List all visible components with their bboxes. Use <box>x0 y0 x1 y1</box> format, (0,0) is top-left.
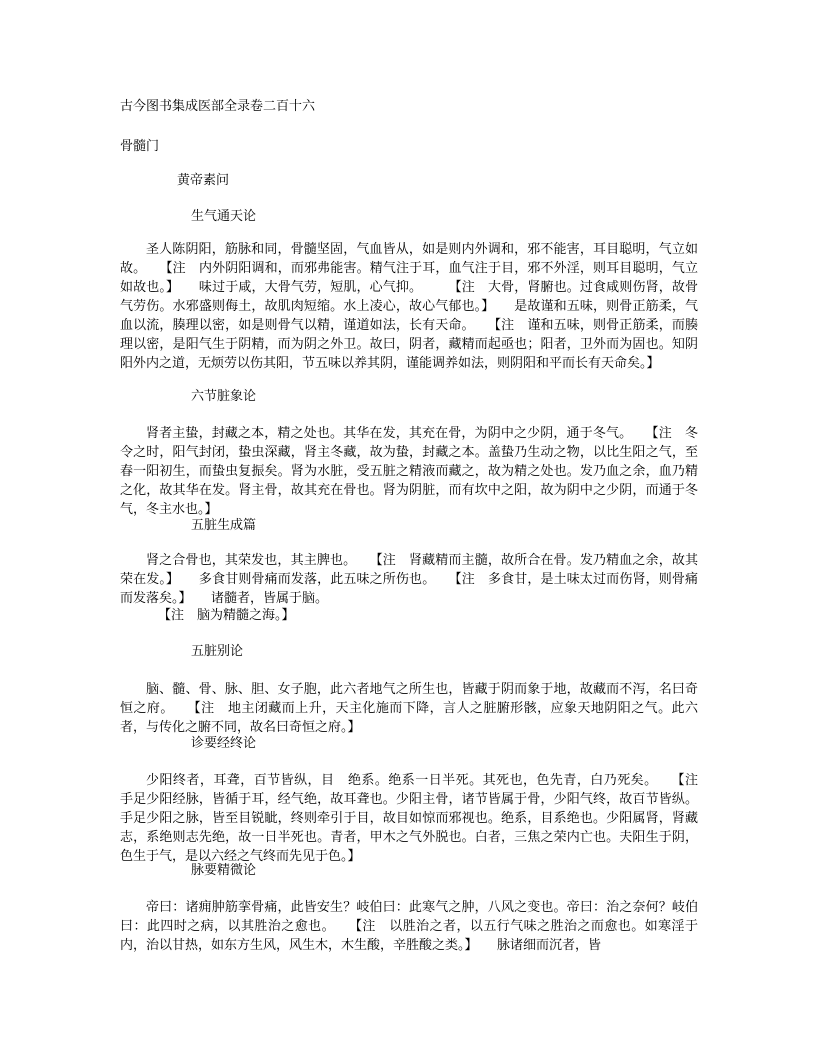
chapter-text: 肾之合骨也，其荣发也，其主脾也。 【注 肾藏精而主髓，故所合在骨。发乃精血之余，故其荣在发。】 多食甘则骨痛而发落，此五味之所伤也。 【注 多食甘，是土味太过而伤肾，则骨痛而发落矣。】 诸髓者，皆属于脑。 <box>120 553 698 606</box>
section-title: 骨髓门 <box>120 139 160 154</box>
chapter-text: 帝曰：诸痈肿筋挛骨痛，此皆安生？岐伯曰：此寒气之肿，八风之变也。帝曰：治之奈何？岐伯曰：此四时之病，以其胜治之愈也。 【注 以胜治之者，以五行气味之胜治之而愈也。如寒淫于内，治以甘热，如东方生风，风生木，木生酸，辛胜酸之类。】 脉诸细而沉者，皆 <box>120 900 698 953</box>
book-title: 黄帝素问 <box>177 173 230 188</box>
chapter-heading: 五脏别论 <box>191 644 244 659</box>
chapter-heading: 生气通天论 <box>191 209 257 224</box>
chapter-text: 脑、髓、骨、脉、胆、女子胞，此六者地气之所生也，皆藏于阴而象于地，故藏而不泻，名曰奇恒之府。 【注 地主闭藏而上升，天主化施而下降，言人之脏腑形骸，应象天地阴阳之气。此六者，与传化之腑不同，故名曰奇恒之府。】 <box>120 682 698 735</box>
chapter-text: 少阳终者，耳聋，百节皆纵，目 绝系。绝系一日半死。其死也，色先青，白乃死矣。 【注 手足少阳经脉，皆循于耳，经气绝，故耳聋也。少阳主骨，诸节皆属于骨，少阳气终，故百节皆纵。手足少阳之脉，皆至目锐眦，终则牵引于目，故目如惊而邪视也。绝系，目系绝也。少阳属肾，肾藏志，系绝则志先绝，故一日半死也。青者，甲木之气外脱也。白者，三焦之荣内亡也。夫阳生于阴，色生于气，是以六经之气终而先见于色。】 <box>120 773 712 864</box>
chapter-heading: 五脏生成篇 <box>191 518 257 533</box>
chapter-text: 肾者主蛰，封藏之本，精之处也。其华在发，其充在骨，为阴中之少阴，通于冬气。 【注 冬令之时，阳气封闭，蛰虫深藏，肾主冬藏，故为蛰，封藏之本。盖蛰乃生动之物，以比生阳之气，至春一阳初生，而蛰虫复振矣。肾为水脏，受五脏之精液而藏之，故为精之处也。发乃血之余，血乃精之化，故其华在发。肾主骨，故其充在骨也。肾为阴脏，而有坎中之阳，故为阴中之少阴，而通于冬气，冬主水也。】 <box>120 426 698 517</box>
chapter-note: 【注 脑为精髓之海。】 <box>158 608 295 623</box>
document-title: 古今图书集成医部全录卷二百十六 <box>120 99 316 114</box>
chapter-heading: 诊要经终论 <box>191 736 257 751</box>
chapter-text: 圣人陈阴阳，筋脉和同，骨髓坚固，气血皆从，如是则内外调和，邪不能害，耳目聪明，气立如故。 【注 内外阴阳调和，而邪弗能害。精气注于耳，血气注于目，邪不外淫，则耳目聪明，气立如故也。】 味过于咸，大骨气劳，短肌，心气抑。 【注 大骨，肾腑也。过食咸则伤肾，故骨气劳伤。水邪盛则侮土，故肌肉短缩。水上凌心，故心气郁也。】 是故谨和五味，则骨正筋柔，气血以流，腠理以密，如是则骨气以精，谨道如法，长有天命。 【注 谨和五味，则骨正筋柔，而腠理以密，是阳气生于阴精，而为阴之外卫。故曰，阴者，藏精而起亟也；阳者，卫外而为固也。知阴阳外内之道，无烦劳以伤其阳，节五味以养其阴，谨能调养如法，则阴阳和平而长有天命矣。】 <box>120 242 698 371</box>
chapter-heading: 脉要精微论 <box>191 863 257 878</box>
chapter-heading: 六节脏象论 <box>191 389 257 404</box>
